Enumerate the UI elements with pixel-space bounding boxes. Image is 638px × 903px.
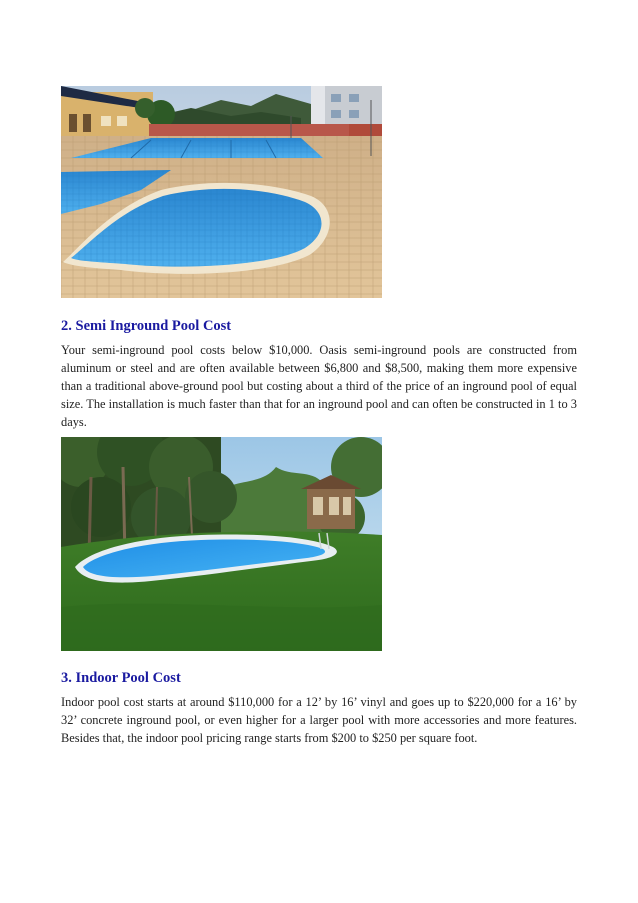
tiled-outdoor-pool-photo bbox=[61, 86, 382, 298]
garden-kidney-pool-photo bbox=[61, 437, 382, 651]
indoor-pool-heading: 3. Indoor Pool Cost bbox=[61, 670, 181, 686]
semi-inground-pool-heading: 2. Semi Inground Pool Cost bbox=[61, 318, 232, 334]
semi-inground-pool-paragraph: Your semi-inground pool costs below $10,000. Oasis semi-inground pools are constructed from aluminum or steel and are often available between $6,800 and $8,500, making them more expensive than a traditional above-ground pool but costing about a third of the price of an inground pool of equal size. The installation is much faster than that for an inground pool and can often be constructed in 1 to 3 days. bbox=[61, 343, 577, 429]
indoor-pool-paragraph: Indoor pool cost starts at around $110,000 for a 12’ by 16’ vinyl and goes up to $220,000 for a 16’ by 32’ concrete inground pool, or even higher for a larger pool with more accessories and more features. Besides that, the indoor pool pricing range starts from $200 to $250 per square foot. bbox=[61, 695, 577, 745]
